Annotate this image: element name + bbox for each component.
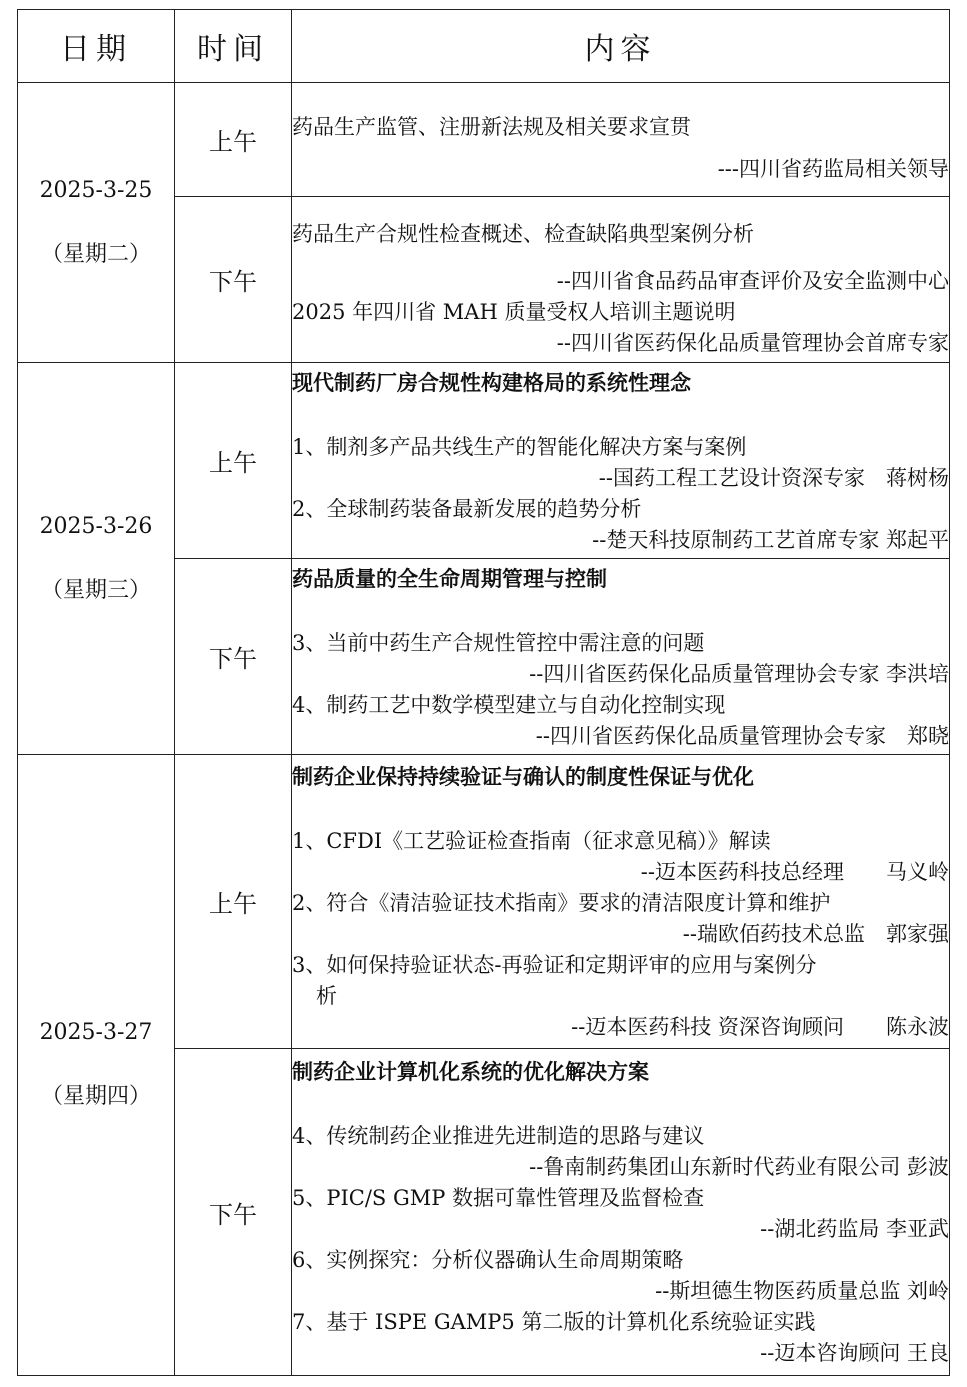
session-topic: 2、全球制药装备最新发展的趋势分析	[292, 496, 642, 521]
day3-date-cell	[18, 755, 175, 1376]
session-title: 制药企业计算机化系统的优化解决方案	[292, 1060, 649, 1084]
session-topic: 6、实例探究：分析仪器确认生命周期策略	[292, 1248, 684, 1272]
day1-pm-content	[292, 197, 950, 363]
schedule-table	[17, 9, 950, 1376]
day3-am-label: 上午	[175, 755, 292, 1049]
session-topic: 5、PIC/S GMP 数据可靠性管理及监督检查	[292, 1186, 705, 1210]
day1-weekday: （星期二）	[40, 241, 151, 267]
session-topic: 1、制剂多产品共线生产的智能化解决方案与案例	[292, 434, 747, 459]
session-speaker: --鲁南制药集团山东新时代药业有限公司 彭波	[529, 1155, 949, 1179]
session-speaker: --迈本医药科技 资深咨询顾问 陈永波	[571, 1015, 949, 1039]
day2-am-content	[292, 363, 950, 559]
day2-date-cell	[18, 363, 175, 755]
day1-am-row	[18, 83, 950, 197]
session-topic: 2025 年四川省 MAH 质量受权人培训主题说明	[292, 299, 736, 324]
header-date: 日期	[18, 10, 175, 83]
session-topic: 药品生产监管、注册新法规及相关要求宣贯	[292, 115, 691, 139]
session-speaker: --湖北药监局 李亚武	[760, 1217, 949, 1241]
session-speaker: --斯坦德生物医药质量总监 刘岭	[655, 1279, 949, 1303]
day3-pm-label: 下午	[175, 1049, 292, 1376]
day2-date: 2025-3-26	[39, 513, 153, 539]
session-topic: 1、CFDI《工艺验证检查指南（征求意见稿）》解读	[292, 829, 771, 853]
session-speaker: ---四川省药监局相关领导	[717, 157, 949, 181]
session-speaker: --四川省医药保化品质量管理协会首席专家	[556, 330, 949, 355]
session-title: 制药企业保持持续验证与确认的制度性保证与优化	[292, 765, 754, 789]
day1-am-label: 上午	[175, 83, 292, 197]
session-topic: 3、当前中药生产合规性管控中需注意的问题	[292, 630, 705, 655]
session-speaker: --四川省医药保化品质量管理协会专家 郑晓	[535, 723, 949, 748]
day1-date-cell	[18, 83, 175, 363]
day3-am-row	[18, 755, 950, 1049]
day1-date: 2025-3-25	[39, 177, 153, 203]
day3-pm-content	[292, 1049, 950, 1376]
day2-pm-label: 下午	[175, 559, 292, 755]
session-topic: 4、制药工艺中数学模型建立与自动化控制实现	[292, 692, 726, 717]
session-topic: 7、基于 ISPE GAMP5 第二版的计算机化系统验证实践	[292, 1310, 816, 1334]
session-speaker: --迈本咨询顾问 王良	[760, 1341, 949, 1365]
session-topic-cont: 析	[316, 984, 337, 1008]
header-row	[18, 10, 950, 83]
day2-am-label: 上午	[175, 363, 292, 559]
header-content: 内容	[292, 10, 950, 83]
session-topic: 2、符合《清洁验证技术指南》要求的清洁限度计算和维护	[292, 891, 831, 915]
session-topic: 3、如何保持验证状态-再验证和定期评审的应用与案例分	[292, 953, 817, 977]
session-topic: 4、传统制药企业推进先进制造的思路与建议	[292, 1124, 705, 1148]
day3-am-content	[292, 755, 950, 1049]
day3-date: 2025-3-27	[39, 1020, 153, 1045]
session-title: 药品质量的全生命周期管理与控制	[292, 566, 607, 591]
session-speaker: --迈本医药科技总经理 马义岭	[640, 860, 949, 884]
session-topic: 药品生产合规性检查概述、检查缺陷典型案例分析	[292, 221, 754, 246]
session-speaker: --瑞欧佰药技术总监 郭家强	[682, 922, 949, 946]
header-time: 时间	[175, 10, 292, 83]
session-speaker: --楚天科技原制药工艺首席专家 郑起平	[592, 527, 949, 552]
session-speaker: --四川省医药保化品质量管理协会专家 李洪培	[529, 661, 949, 686]
day2-weekday: （星期三）	[40, 577, 151, 603]
session-title: 现代制药厂房合规性构建格局的系统性理念	[292, 370, 691, 395]
day1-pm-label: 下午	[175, 197, 292, 363]
session-speaker: --四川省食品药品审查评价及安全监测中心	[556, 268, 949, 293]
day1-am-content	[292, 83, 950, 197]
day3-weekday: （星期四）	[40, 1084, 151, 1109]
day2-pm-content	[292, 559, 950, 755]
session-speaker: --国药工程工艺设计资深专家 蒋树杨	[598, 465, 949, 490]
day2-am-row	[18, 363, 950, 559]
